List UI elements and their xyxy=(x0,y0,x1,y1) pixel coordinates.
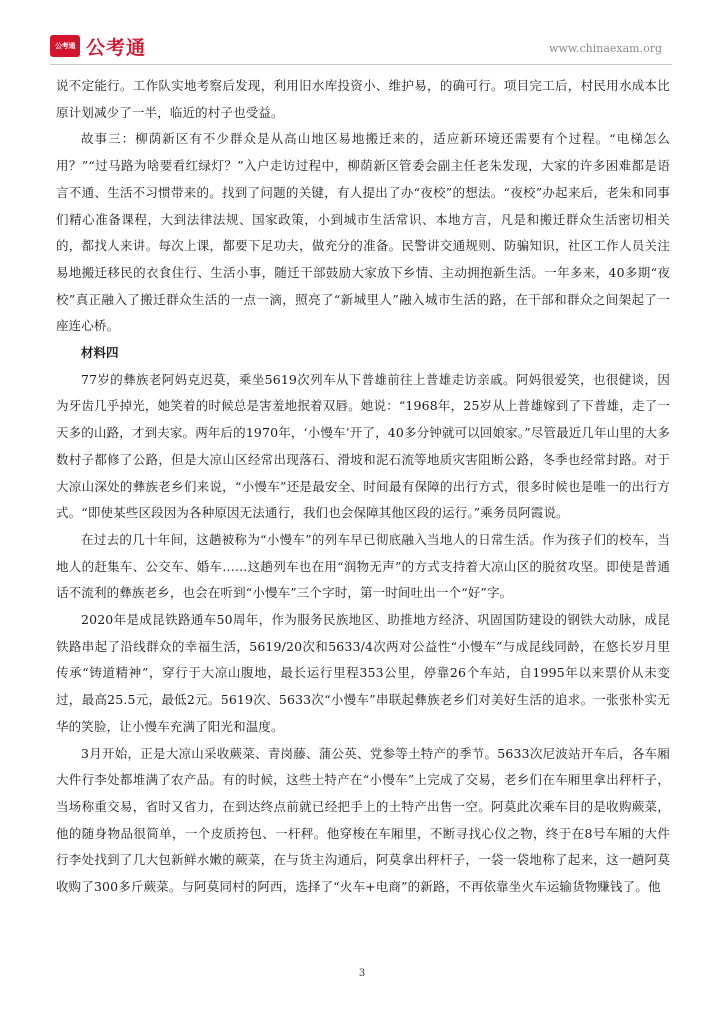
site-url[interactable]: www.chinaexam.org xyxy=(549,42,662,55)
document-body xyxy=(56,73,670,901)
page-header xyxy=(0,0,724,66)
paragraph-local-produce: 3月开始，正是大凉山采收蕨菜、青岗藤、蒲公英、党参等土特产的季节。5633次尼波站开车后，各车厢大件行李处都堆满了农产品。有的时候，这些土特产在“小慢车”上完成了交易，老乡们在车厢里拿出秤杆子，当场称重交易，省时又省力，在到达终点前就已经把手上的土特产出售一空。阿莫此次乘车目的是收购蕨菜，他的随身物品很简单，一个皮质挎包、一杆秤。他穿梭在车厢里，不断寻找心仪之物，终于在8号车厢的大件行李处找到了几大包新鲜水嫩的蕨菜，在与货主沟通后，阿莫拿出秤杆子，一袋一袋地称了起来，这一趟阿莫收购了300多斤蕨菜。与阿莫同村的阿西，选择了“火车+电商”的新路，不再依靠坐火车运输货物赚钱了。他 xyxy=(56,745,670,895)
paragraph-slow-train-daily-life: 在过去的几十年间，这趟被称为“小慢车”的列车早已彻底融入当地人的日常生活。作为孩子们的校车，当地人的赶集车、公交车、婚车……这趟列车也在用“润物无声”的方式支持着大凉山区的脱贫攻坚。即使是普通话不流利的彝族老乡，也会在听到“小慢车”三个字时，第一时间吐出一个“好”字。 xyxy=(56,531,670,601)
logo-text: 公考通 xyxy=(86,36,147,59)
paragraph-story-three: 故事三：柳荫新区有不少群众是从高山地区易地搬迁来的，适应新环境还需要有个过程。“电梯怎么用？”“过马路为啥要看红绿灯？”入户走访过程中，柳荫新区管委会副主任老朱发现，大家的许多困难都是语言不通、生活不习惯带来的。找到了问题的关键，有人提出了办“夜校”的想法。“夜校”办起来后，老朱和同事们精心准备课程，大到法律法规、国家政策，小到城市生活常识、本地方言，凡是和搬迁群众生活密切相关的，都找人来讲。每次上课，都要下足功夫，做充分的准备。民警讲交通规则、防骗知识，社区工作人员关注易地搬迁移民的衣食住行、生活小事，随迁干部鼓励大家放下乡情、主动拥抱新生活。一年多来，40多期“夜校”真正融入了搬迁群众生活的一点一滴，照亮了“新城里人”融入城市生活的路，在干部和群众之间架起了一座连心桥。 xyxy=(56,131,670,334)
logo-badge: 公考通 xyxy=(50,35,80,57)
page-number: 3 xyxy=(358,968,366,979)
paragraph-grandmother: 77岁的彝族老阿妈克迟莫，乘坐5619次列车从下普雄前往上普雄走访亲戚。阿妈很爱笑，也很健谈，因为牙齿几乎掉光，她笑着的时候总是害羞地抿着双唇。她说：“1968年，25岁从上普雄嫁到了下普雄，走了一天多的山路，才到夫家。两年后的1970年，‘小慢车’开了，40多分钟就可以回娘家。”尽管最近几年山里的大多数村子都修了公路，但是大凉山区经常出现落石、滑坡和泥石流等地质灾害阻断公路，冬季也经常封路。对于大凉山深处的彝族老乡们来说，“小慢车”还是最安全、时间最有保障的出行方式，很多时候也是唯一的出行方式。“即使某些区段因为各种原因无法通行，我们也会保障其他区段的运行。”乘务员阿霞说。 xyxy=(56,371,670,521)
logo[interactable] xyxy=(50,33,146,59)
paragraph-chengkun-railway: 2020年是成昆铁路通车50周年，作为服务民族地区、助推地方经济、巩固国防建设的钢铁大动脉，成昆铁路串起了沿线群众的幸福生活，5619/20次和5633/4次两对公益性“小慢车”与成昆线同龄，在悠长岁月里传承“铸道精神”，穿行于大凉山腹地，最长运行里程353公里，停靠26个车站，自1995年以来票价从未变过，最高25.5元，最低2元。5619次、5633次“小慢车”串联起彝族老乡们对美好生活的追求。一张张朴实无华的笑脸，让小慢车充满了阳光和温度。 xyxy=(56,612,670,734)
header-divider xyxy=(50,64,672,65)
section-heading-material-four: 材料四 xyxy=(81,345,119,361)
paragraph-continued: 说不定能行。工作队实地考察后发现，利用旧水库投资小、维护易，的确可行。项目完工后，村民用水成本比原计划减少了一半，临近的村子也受益。 xyxy=(56,78,670,120)
